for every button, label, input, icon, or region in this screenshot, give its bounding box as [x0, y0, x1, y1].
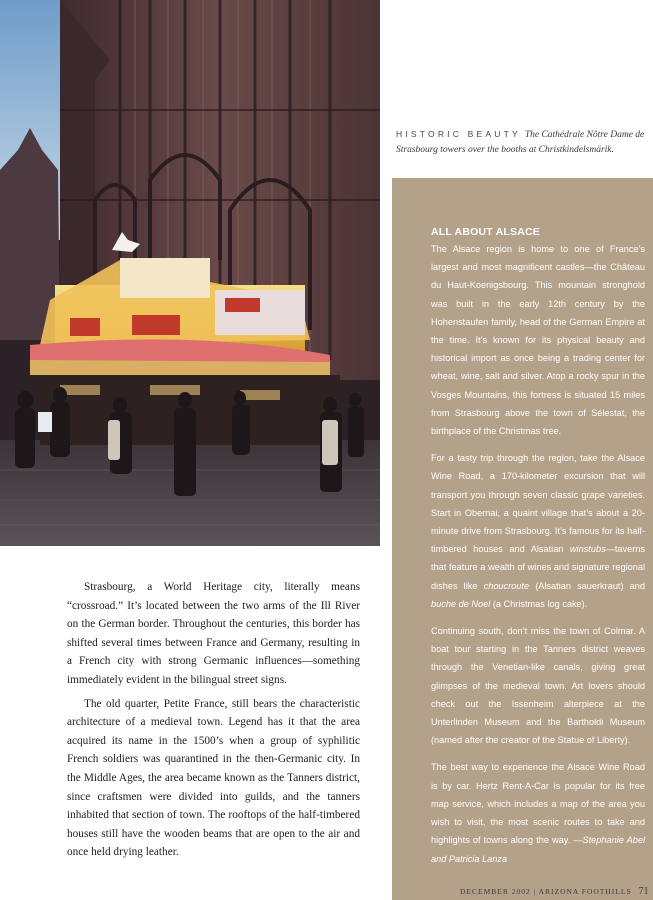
sidebar-p2-text-d: (a Christmas log cake).	[490, 598, 588, 609]
sidebar-paragraph-3: Continuing south, don’t miss the town of Colmar. A boat tour starting in the Tanners district weaves through the Venetian-like canals, giving great glimpses of the medieval town. Art lovers should check out the Issenheim alterpiece at the Unterlinden Museum and the Bartholdi Museum (named after the creator of the Statue of Liberty).	[431, 626, 645, 746]
photo-caption	[396, 127, 646, 158]
sidebar-byline: —Stephanie Abel and Patricia Lanza	[431, 835, 645, 864]
sidebar-term-buche-de-noel: buche de Noel	[431, 598, 491, 609]
sidebar-paragraph-1: The Alsace region is home to one of France’s largest and most magnificent castles—the Château du Haut-Koenigsbourg. This mountain stronghold was built in the early 12th century by the Hohenstaufen family, head of the German Empire at the time. It’s known for its physical beauty and historical import as once being a trading center for wheat, wine, salt and silver. Atop a rocky spur in the Vosges Mountains, this fortress is situated 15 miles from Strasbourg above the town of Sélestat, the birthplace of the Christmas tree.	[431, 244, 645, 437]
sidebar-p4-text: The best way to experience the Alsace Wine Road is by car. Hertz Rent-A-Car is popular for its free map service, which includes a map of the area you wish to visit, the most scenic routes to take and highlights of towns along the way.	[431, 762, 645, 846]
footer-issue-date: DECEMBER 2002	[460, 887, 531, 896]
cathedral-photo	[0, 0, 380, 546]
caption-text: The Cathédrale Nôtre Dame de Strasbourg towers over the booths at Christkindelsmärik.	[396, 130, 645, 155]
footer-magazine-name: ARIZONA FOOTHILLS	[538, 887, 632, 896]
page-number: 71	[638, 886, 649, 897]
sidebar-term-choucroute: choucroute	[483, 580, 530, 591]
sidebar-term-winstubs: winstubs	[569, 544, 606, 555]
sidebar-p2-text-a: For a tasty trip through the region, take the Alsace Wine Road, a 170-kilometer excursion that will transport you through seven classic grape varieties. Start in Obernai, a quaint village that’s about a 20-minute drive from Strasbourg. It’s famous for its half-timbered houses and Alsatian	[431, 453, 645, 555]
article-paragraph-2: The old quarter, Petite France, still bears the characteristic architecture of a medieval town. Legend has it that the area acquired its name in the 1500’s when a group of syphilitic French soldiers was quarantined in the then-Germanic city. In the Middle Ages, the area became known as the Tanners district, since craftsmen were divided into guilds, and the tanners inhabited that section of town. The rooftops of the half-timbered houses still have the wooden beams that are open to the air and once held drying leather.	[67, 697, 360, 859]
sidebar-all-about-alsace	[392, 178, 653, 900]
sidebar-p2-text-c: (Alsatian sauerkraut) and	[529, 580, 646, 591]
sidebar-title: ALL ABOUT ALSACE	[431, 226, 540, 238]
footer-separator: |	[533, 887, 537, 896]
sidebar-paragraph-4	[431, 758, 645, 867]
caption-kicker: HISTORIC BEAUTY	[396, 129, 521, 139]
article-paragraph-1: Strasbourg, a World Heritage city, literally means “crossroad.” It’s located between the two arms of the Ill River on the German border. Throughout the centuries, this border has shifted several times between France and Germany, resulting in a French city with strong Germanic influences—something immediately evident in the bilingual street signs.	[67, 581, 360, 686]
sidebar-p2-text-b: —taverns that feature a wealth of wines and signature regional dishes like	[431, 544, 645, 591]
page-footer	[460, 886, 650, 897]
cathedral-illustration	[0, 0, 380, 546]
sidebar-paragraph-2	[431, 449, 645, 613]
article-body	[67, 578, 360, 867]
